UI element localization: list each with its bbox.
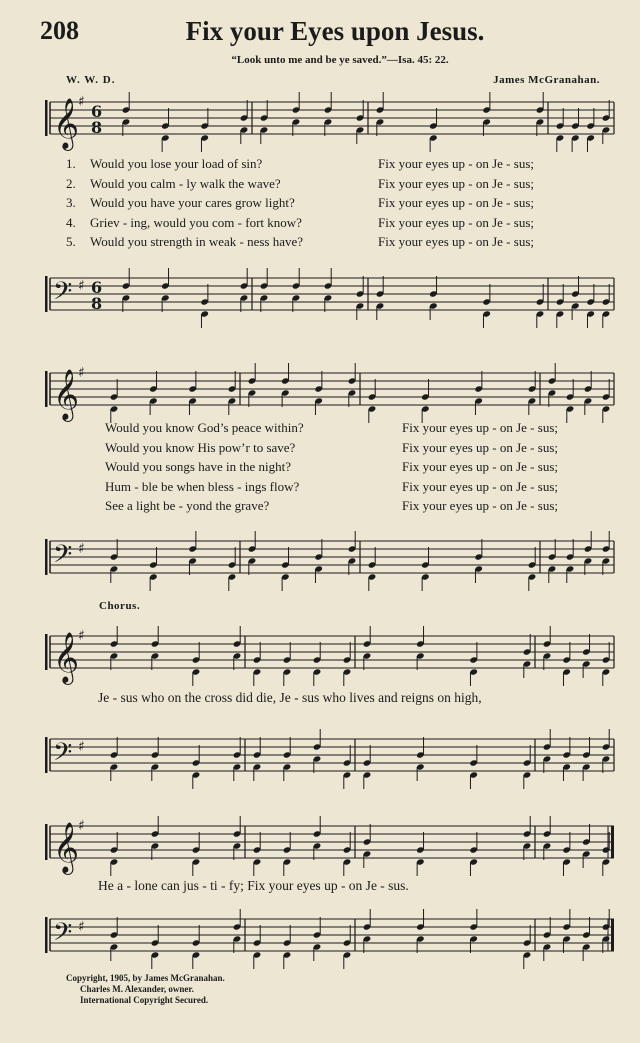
key-signature-sharp-icon: ♯ [78,818,85,834]
bass-clef-icon: 𝄢 [53,277,73,312]
music-credit: James McGranahan. [493,74,600,86]
treble-staff-system-1 [0,96,640,156]
verse-line: 1. Would you lose your load of sin? Fix your eyes up - on Je - sus; [66,156,534,171]
bass-staff-system-4 [0,913,640,973]
verse-line: 4. Griev - ing, would you com - fort know? Fix your eyes up - on Je - sus; [66,214,534,230]
bass-staff-system-3 [0,733,640,793]
key-signature-sharp-icon: ♯ [78,919,85,935]
copyright-footer: Copyright, 1905, by James McGranahan. Charles M. Alexander, owner. International Copyright Secured. [66,973,225,1005]
verse-line: Would you know His pow’r to save? Fix your eyes up - on Je - sus; [105,439,558,455]
treble-clef-icon: 𝄞 [53,822,80,873]
page-number: 208 [40,16,79,45]
treble-clef-icon: 𝄞 [53,98,80,149]
treble-staff-system-3 [0,630,640,690]
key-signature-sharp-icon: ♯ [78,628,85,644]
words-credit: W. W. D. [66,74,116,86]
hymn-title: Fix your Eyes upon Jesus. [185,16,485,46]
key-signature-sharp-icon: ♯ [78,94,85,110]
key-signature-sharp-icon: ♯ [78,739,85,755]
key-signature-sharp-icon: ♯ [78,278,85,294]
bass-clef-icon: 𝄢 [53,540,73,575]
chorus-lyric-line-2: He a - lone can jus - ti - fy; Fix your eyes up - on Je - sus. [98,878,409,893]
scripture-reference: “Look unto me and be ye saved.”—Isa. 45: 22. [231,54,449,66]
bass-staff-system-1 [0,272,640,332]
verse-line: 2. Would you calm - ly walk the wave? Fix your eyes up - on Je - sus; [66,175,534,191]
verse-line: See a light be - yond the grave? Fix your eyes up - on Je - sus; [105,498,558,514]
treble-staff-system-4 [0,820,640,880]
verse-line: Would you songs have in the night? Fix your eyes up - on Je - sus; [105,459,558,475]
key-signature-sharp-icon: ♯ [78,541,85,557]
key-signature-sharp-icon: ♯ [78,365,85,381]
verse-line: 3. Would you have your cares grow light? Fix your eyes up - on Je - sus; [66,195,534,211]
bass-staff-system-2 [0,535,640,595]
verse-line: Hum - ble be when bless - ings flow? Fix your eyes up - on Je - sus; [105,478,558,494]
verse-block-1 [66,154,626,252]
chorus-label: Chorus. [99,600,141,612]
time-signature-bottom: 8 [91,118,103,137]
verse-line: 5. Would you strength in weak - ness have? Fix your eyes up - on Je - sus; [66,234,534,250]
time-signature-bottom: 8 [91,294,103,313]
verse-line: Would you know God’s peace within? Fix your eyes up - on Je - sus; [105,420,558,435]
verse-block-2 [66,418,626,516]
treble-clef-icon: 𝄞 [53,632,80,683]
treble-clef-icon: 𝄞 [53,369,80,420]
time-signature-top: 6 [91,102,103,121]
bass-clef-icon: 𝄢 [53,738,73,773]
chorus-lyric-line-1: Je - sus who on the cross did die, Je - sus who lives and reigns on high, [98,690,482,705]
time-signature-top: 6 [91,278,103,297]
bass-clef-icon: 𝄢 [53,918,73,953]
